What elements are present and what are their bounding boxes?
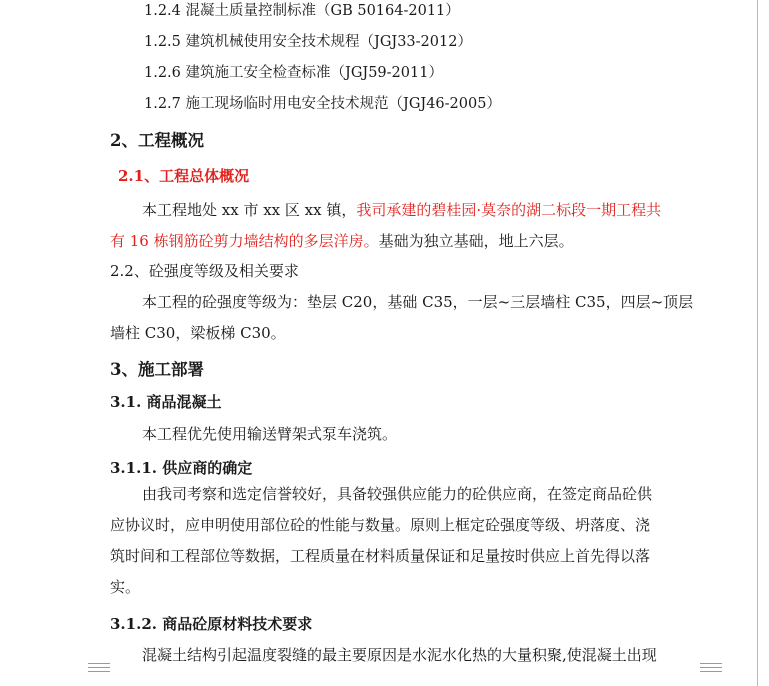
paragraph-line: 本工程优先使用输送臂架式泵车浇筑。 — [142, 425, 398, 443]
page-edge-divider — [757, 0, 758, 686]
section-heading: 2、工程概况 — [110, 131, 204, 150]
paragraph-line — [110, 231, 574, 251]
paragraph-line — [142, 200, 661, 220]
paragraph-line: 墙柱 C30，梁板梯 C30。 — [110, 324, 286, 342]
subsection-heading: 2.2、砼强度等级及相关要求 — [110, 262, 299, 280]
paragraph-text: 基础为独立基础，地上六层。 — [378, 232, 574, 250]
highlighted-text: 我司承建的碧桂园·莫奈的湖二标段一期工程共 — [356, 201, 662, 219]
highlighted-text: 有 16 栋钢筋砼剪力墙结构的多层洋房。 — [110, 232, 379, 250]
paragraph-line: 筑时间和工程部位等数据，工程质量在材料质量保证和足量按时供应上首先得以落 — [110, 547, 651, 565]
paragraph-line: 由我司考察和选定信誉较好，具备较强供应能力的砼供应商，在签定商品砼供 — [142, 485, 653, 503]
reference-item: 1.2.5 建筑机械使用安全技术规程（JGJ33-2012） — [144, 34, 472, 50]
subsection-heading: 2.1、工程总体概况 — [118, 167, 250, 185]
paragraph-line: 实。 — [110, 578, 141, 596]
subsection-heading: 3.1. 商品混凝土 — [110, 393, 222, 411]
section-heading: 3、施工部署 — [110, 360, 204, 379]
reference-item: 1.2.4 混凝土质量控制标准（GB 50164-2011） — [144, 3, 460, 19]
paragraph-line: 本工程的砼强度等级为：垫层 C20，基础 C35，一层~三层墙柱 C35，四层~顶层 — [142, 293, 694, 311]
paragraph-line: 混凝土结构引起温度裂缝的最主要原因是水泥水化热的大量积聚,使混凝土出现 — [142, 646, 657, 664]
subsection-heading: 3.1.2. 商品砼原材料技术要求 — [110, 615, 313, 633]
reference-item: 1.2.6 建筑施工安全检查标准（JGJ59-2011） — [144, 65, 443, 81]
paragraph-text: 本工程地处 xx 市 xx 区 xx 镇， — [142, 201, 357, 219]
reference-item: 1.2.7 施工现场临时用电安全技术规范（JGJ46-2005） — [144, 96, 501, 112]
subsection-heading: 3.1.1. 供应商的确定 — [110, 459, 253, 477]
paragraph-line: 应协议时，应申明使用部位砼的性能与数量。原则上框定砼强度等级、坍落度、浇 — [110, 516, 651, 534]
